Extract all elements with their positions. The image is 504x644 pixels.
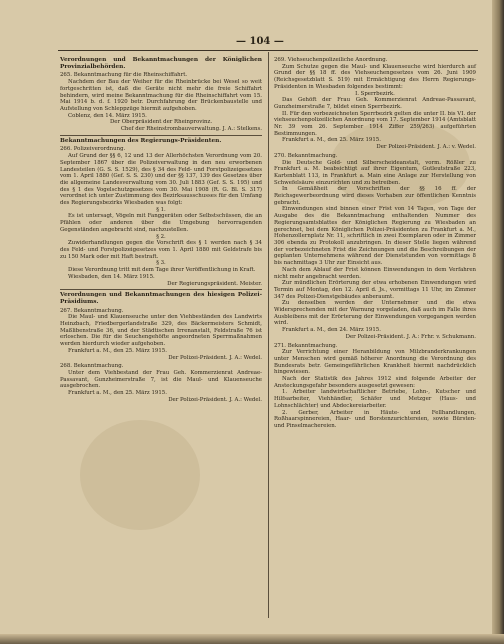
paragraph: 1. Arbeiter landwirtschaftlicher Betriebe, Lohn-, Kutscher und Hilfsarbeiter, Viehhändler, Schäfer und Metzger (Haus- und Lohnschlächter) und Abdeckereiarbeiter. [274,389,476,409]
paragraph: Die Deutsche Gold- und Silberscheideanstalt, vorm. Rößler zu Frankfurt a. M. beabsichtigt auf ihrer Eigentum, Gutleutstraße 223, Kartenblatt 113, in Frankfurt a. Main eine Anlage zur Herstellung von Schwefelsäure einzurichten und zu betreiben. [274,159,476,186]
section-rule [60,135,262,136]
paragraph: II. Für den vorbezeichneten Sperrbezirk gelten die unter II. bis VI. der viehseuchenpolizeilichen Anordnung vom 17. September 1914 (Amtsblatt Nr. 39 vom 26. September 1914 Ziffer 259/263) aufgeführten Bestimmungen. [274,110,476,137]
paragraph: Zum Schutze gegen die Maul- und Klauenseuche wird hierdurch auf Grund der §§ 18 ff. des Viehseuchengesetzes vom 26. Juni 1909 (Reichsgesetzblatt S. 519) mit Ermächtigung des Herrn Regierungs-Präsidenten in Wiesbaden folgendes bestimmt: [274,63,476,90]
paragraph: Frankfurt a. M., den 24. März 1915. [282,327,381,334]
signature-line: Chef der Rheinstrombauverwaltung. J. A.: Stelkens. [120,126,262,133]
paragraph: Das Gehöft der Frau Geh. Kommerzienrat Andreae-Passavant, Gunzheimerstraße 7, bildet einen Sperrbezirk. [274,97,476,110]
left-column [60,55,262,403]
notice-heading: 266. Polizeiverordnung. [60,146,126,153]
paragraph: Diese Verordnung tritt mit dem Tage ihrer Veröffentlichung in Kraft. [68,267,256,274]
page-bottom-edge [0,634,504,644]
paragraph: Zuwiderhandlungen gegen die Vorschrift des § 1 werden nach § 34 des Feld- und Forstpolizeigesetzes vom 1. April 1880 mit Geldstrafe bis zu 150 Mark oder mit Haft bestraft. [60,240,262,260]
centered-line: Der Oberpräsident der Rheinprovinz. [109,119,213,126]
paragraph: Zu denselben werden der Unternehmer und die etwa Widersprechenden mit der Warnung vorgeladen, daß auch im Falle ihres Ausbleibens mit der Erörterung der Einwendungen vorgegangen werden wird. [274,300,476,327]
notice-heading: 268. Bekanntmachung. [60,363,124,370]
centered-line: I. Sperrbezirk. [355,90,395,97]
notice-heading: 267. Bekanntmachung. [60,307,124,314]
signature-line: Der Polizei-Präsident. J. A.: Wedel. [168,354,262,361]
notice-heading: 265. Bekanntmachung für die Rheinschiffahrt. [60,72,188,79]
paragraph: Coblenz, den 14. März 1915. [68,112,147,119]
paragraph: Nachdem der Bau der Weiher für die Rheinbrücke bei Wesel so weit fortgeschritten ist, daß die Geräte nicht mehr die freie Schiffahrt behindern, wird meine Bekanntmachung für die Rheinschiffahrt vom 15. Mai 1914 b. d. f. 1920 betr. Durchfahrung der Brückenbaustelle und Aufstellung von Schleppzüge hiermit aufgehoben. [60,79,262,112]
signature-line: Der Polizei-Präsident. J. A.: Wedel. [168,396,262,403]
notice-heading: 269. Viehseuchenpolizeiliche Anordnung. [274,57,388,63]
paper-stain [80,420,200,530]
paragraph: Zur mündlichen Erörterung der etwa erhobenen Einwendungen wird Termin auf Montag, den 12. April d. Js., vormittags 11 Uhr, im Zimmer 347 des Polizei-Dienstgebäudes anberaumt. [274,280,476,300]
paragraph: 2. Gerber, Arbeiter in Häute- und Fellhandlungen, Roßhaarspinnereien, Haar- und Borstenzurichtereien, sowie Bürsten- und Pinselmachereien. [274,409,476,429]
paragraph: Frankfurt a. M., den 25. März 1915. [282,137,381,144]
centered-line: § 2. [156,233,166,240]
section-heading: Verordnungen und Bekanntmachungen der Königlichen Provinzialbehörden. [60,57,262,70]
signature-line: Der Polizei-Präsident. J. A.: v. Wedel. [376,144,476,151]
centered-line: § 3. [156,260,166,267]
paragraph: Frankfurt a. M., den 25. März 1915. [68,347,167,354]
signature-line: Der Regierungspräsident. Meister. [167,280,262,287]
paragraph: Auf Grund der §§ 6, 12 und 13 der Allerhöchsten Verordnung vom 20. September 1867 über die Polizeiverwaltung in den neu erworbenen Landesteilen (G. S. S. 1529), des § 34 des Feld- und Forstpolizeigesetzes vom 1. April 1880 (Gef. S. S. 230) und der §§ 137, 139 des Gesetzes über die allgemeine Landesverwaltung vom 30. Juli 1883 (Gef. S. S. 195) und des § 1 des Vogelschutzgesetzes vom 30. Mai 1908 (R. G. Bl. S. 317) verordnet ich unter Zustimmung des Bezirksausschusses für den Umfang des Regierungsbezirks Wiesbaden was folgt: [60,153,262,207]
paragraph: Nach dem Ablauf der Frist können Einwendungen in dem Verfahren nicht mehr angebracht werden. [274,266,476,280]
notice-heading: 271. Bekanntmachung. [274,342,338,349]
paragraph: Es ist untersagt, Vögeln mit Fanggeräten oder Selbstschüssen, die an Pfählen oder anderen über die Umgebung hervorragenden Gegenständen angebracht sind, nachzustellen. [60,213,262,233]
notice-heading: 270. Bekanntmachung. [274,152,338,159]
page-number: — 104 — [236,36,284,47]
signature-line: Der Polizei-Präsident. J. A.: Frhr. v. Schukmann. [345,333,476,340]
page-header [0,36,504,48]
paragraph: In Gemäßheit der Vorschriften der §§ 16 ff. der Reichsgewerbeordnung wird dieses Vorhaben zur öffentlichen Kenntnis gebracht. [274,186,476,206]
section-rule [60,289,262,290]
section-heading: Bekanntmachungen des Regierungs-Präsidenten. [60,137,222,144]
page-edge [492,0,504,644]
paragraph: Unter dem Viehbestand der Frau Geh. Kommerzienrat Andreae-Passavant, Gunzheimerstraße 7, ist die Maul- und Klauenseuche ausgebrochen. [60,369,262,390]
paragraph: Wiesbaden, den 14. März 1915. [68,273,155,280]
paragraph: Die Maul- und Klauenseuche unter den Viehbeständen des Landwirts Heinzbach, Friedbergerlandstraße 329, des Bäckermeisters Schmidt, Maßlibenstraße 36, und der Städtischen Irrenanstalt, Feldstraße 76 ist erloschen. Die für die Seuchengehöfte angeordneten Sperrmaßnahmen werden hierdurch wieder aufgehoben. [60,314,262,348]
right-column [274,55,476,430]
centered-line: § 1. [156,206,166,213]
column-divider [268,52,269,618]
paragraph: Nach der Statistik des Jahres 1912 sind folgende Arbeiter der Ansteckungsgefahr besonders ausgesetzt gewesen: [274,376,476,389]
paragraph: Zur Verrichtung einer Heranbildung von Milzbranderkrankungen unter Menschen wird gemäß höherer Anordnung die Verordnung des Bundesrats betr. Gemeingefährlichen Krankheit hiermit nachdrücklich hingewiesen. [274,349,476,376]
paragraph: Einwendungen sind binnen einer Frist von 14 Tagen, von Tage der Ausgabe des die Bekanntmachung enthaltenden Nummer des Regierungsamtsblattes der Königlichen Regierung zu Wiesbaden an gerechnet, bei dem Königlichen Polizei-Präsidenten zu Frankfurt a. M., Hohenzollernplatz Nr. 11, schriftlich in zwei Exemplaren oder in Zimmer 306 ebenda zu Protokoll anzubringen. In dieser Stelle liegen während der vorbezeichneten Frist die Zeichnungen und die Beschreibungen der geplanten Unternehmens während der Dienststunden von vormittags 8 bis nachmittags 3 Uhr zur Einsicht aus. [274,206,476,267]
section-heading: Verordnungen und Bekanntmachungen des hiesigen Polizei-Präsidiums. [60,292,262,305]
paragraph: Frankfurt a. M., den 25. März 1915. [68,390,167,397]
header-rule [58,50,478,51]
